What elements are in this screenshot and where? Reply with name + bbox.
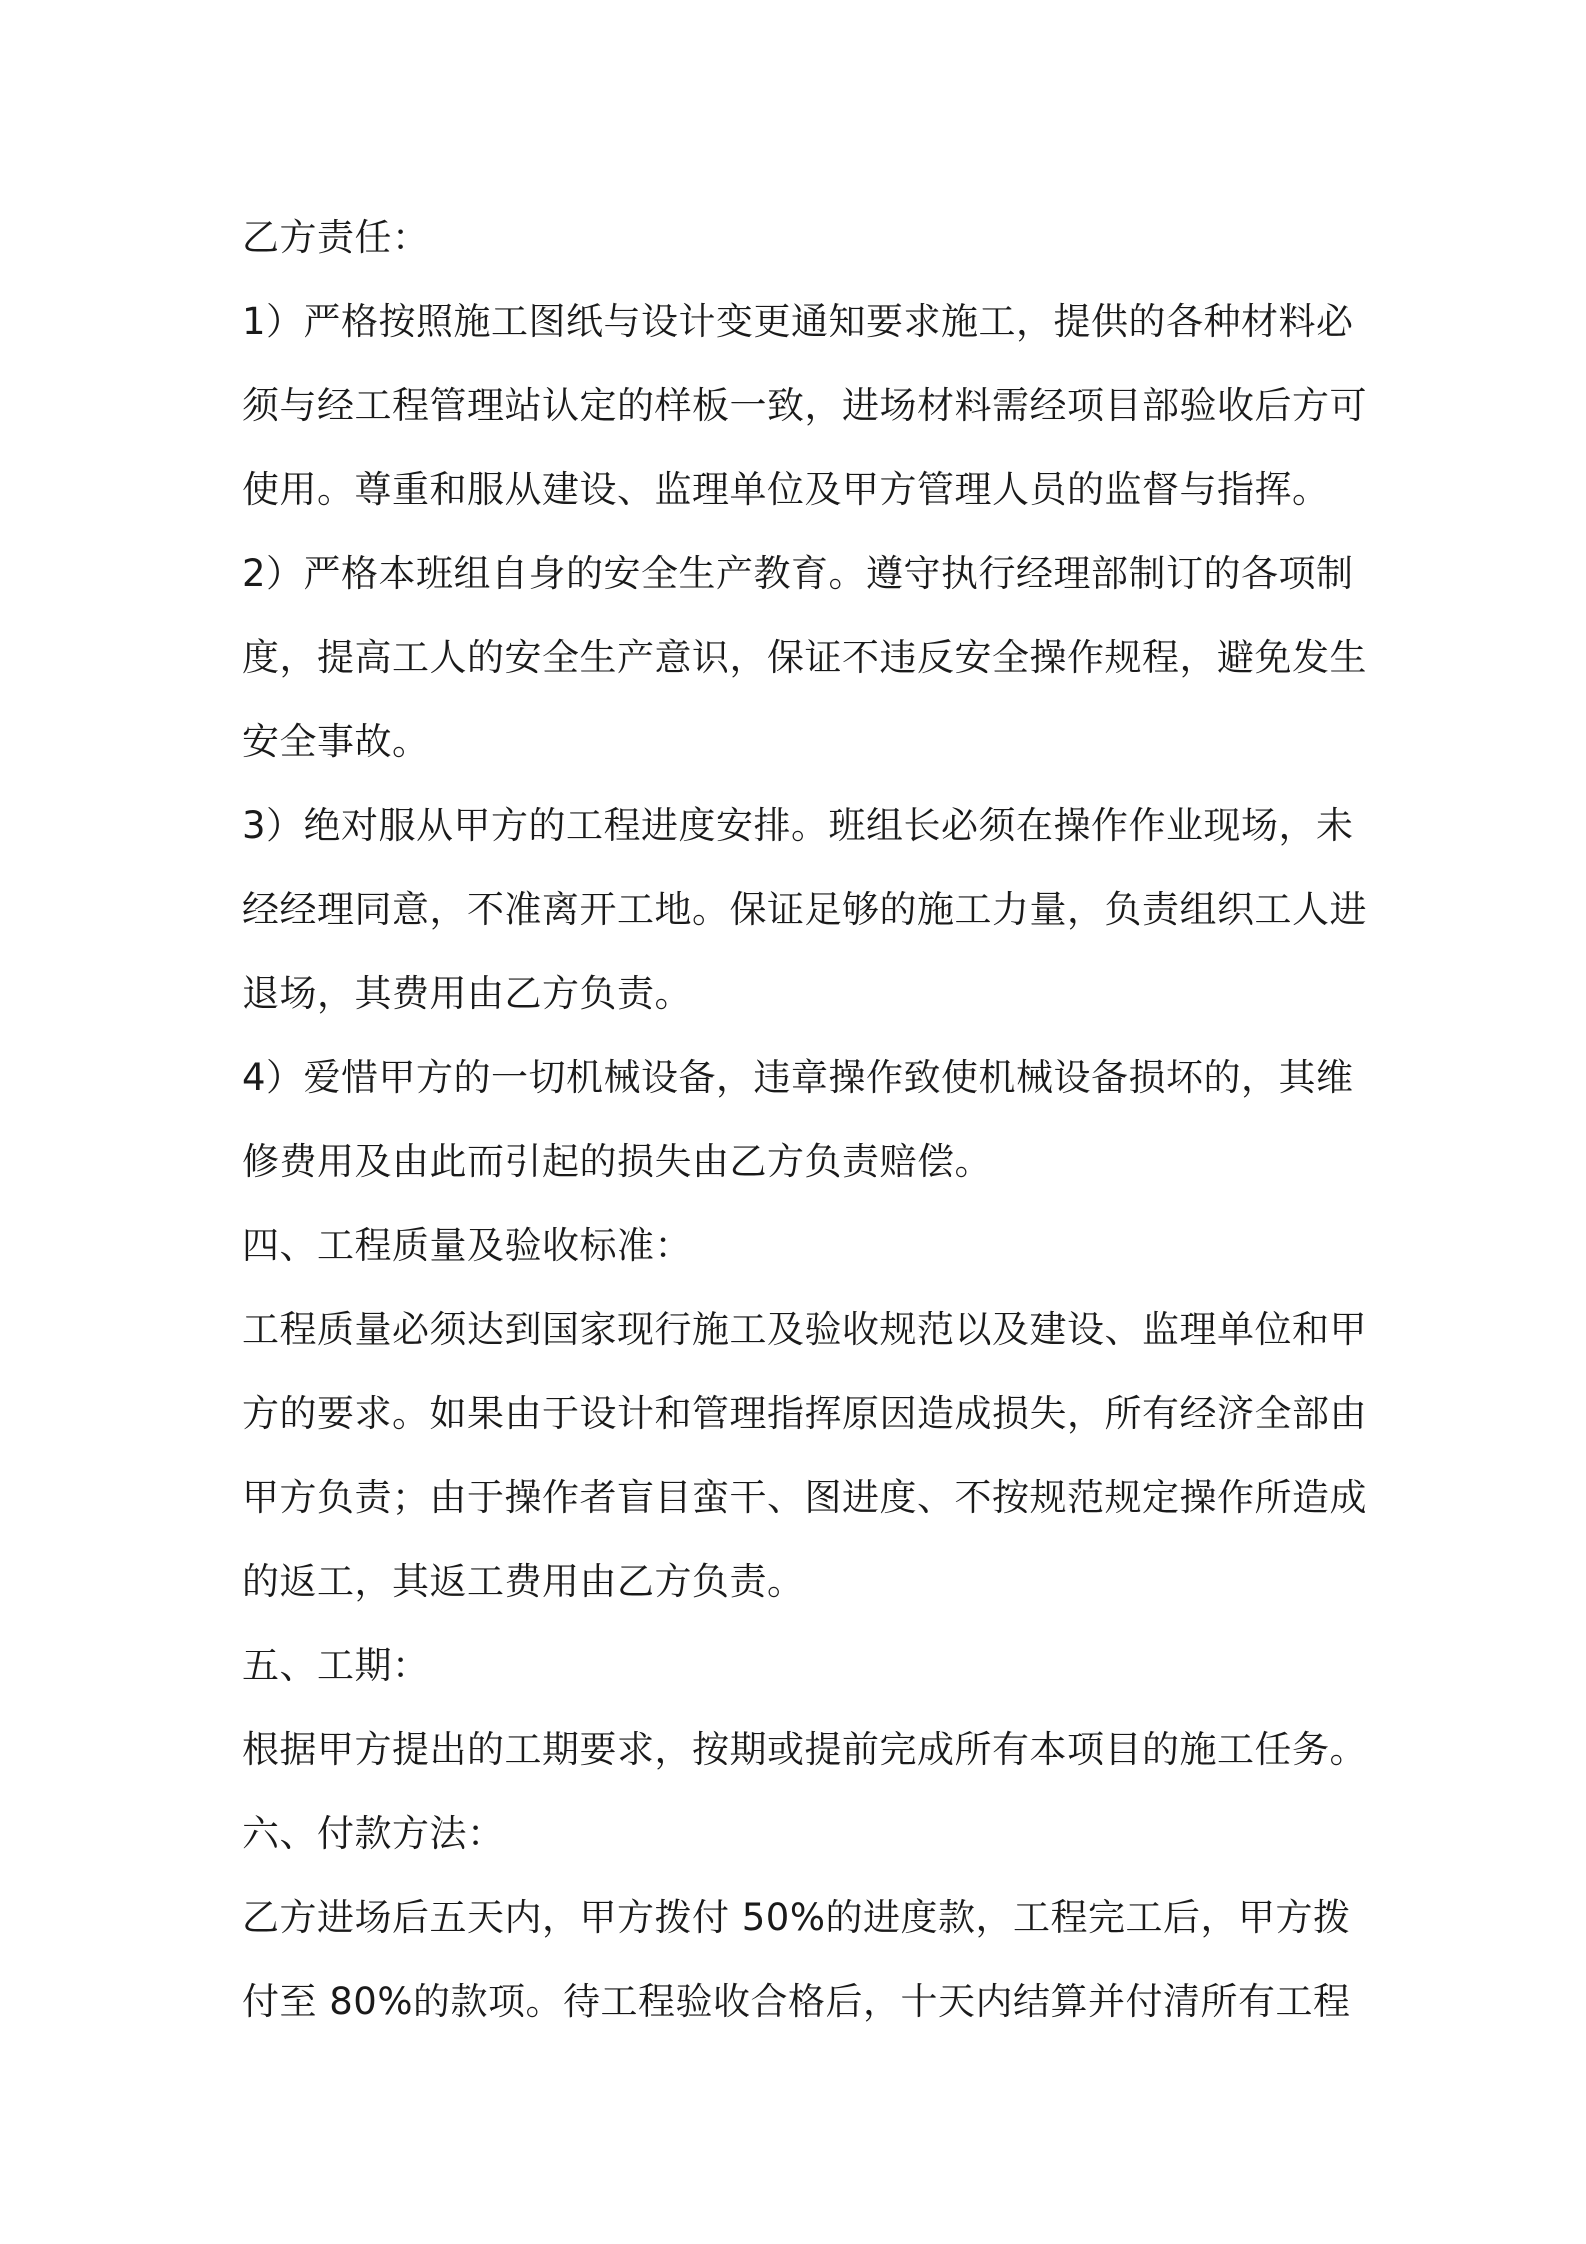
- text-line: 须与经工程管理站认定的样板一致，进场材料需经项目部验收后方可: [242, 384, 1367, 427]
- clause-2: [242, 532, 1367, 784]
- text-line: 六、付款方法：: [242, 1812, 505, 1855]
- text-line: 使用。尊重和服从建设、监理单位及甲方管理人员的监督与指挥。: [242, 468, 1330, 511]
- section-heading-quality: [242, 1204, 1362, 1288]
- text-line: 退场，其费用由乙方负责。: [242, 972, 692, 1015]
- clause-3: [242, 784, 1367, 1036]
- text-line: 乙方进场后五天内，甲方拨付 50%的进度款，工程完工后，甲方拨: [242, 1896, 1351, 1939]
- text-line: 方的要求。如果由于设计和管理指挥原因造成损失，所有经济全部由: [242, 1392, 1367, 1435]
- text-line: 五、工期：: [242, 1644, 430, 1687]
- text-line: 甲方负责；由于操作者盲目蛮干、图进度、不按规范规定操作所造成: [242, 1476, 1367, 1519]
- text-line: 乙方责任：: [242, 216, 430, 259]
- text-line: 度，提高工人的安全生产意识，保证不违反安全操作规程，避免发生: [242, 636, 1367, 679]
- document-body: [242, 196, 1367, 2044]
- section-heading-payment: [242, 1792, 1362, 1876]
- clause-1: [242, 280, 1367, 532]
- text-line: 安全事故。: [242, 720, 430, 763]
- text-line: 根据甲方提出的工期要求，按期或提前完成所有本项目的施工任务。: [242, 1728, 1367, 1771]
- text-line: 修费用及由此而引起的损失由乙方负责赔偿。: [242, 1140, 992, 1183]
- text-line: 四、工程质量及验收标准：: [242, 1224, 692, 1267]
- text-line: 2）严格本班组自身的安全生产教育。遵守执行经理部制订的各项制: [242, 552, 1354, 595]
- payment-paragraph: [242, 1876, 1362, 2044]
- section-heading-schedule: [242, 1624, 1362, 1708]
- clause-4: [242, 1036, 1362, 1204]
- text-line: 3）绝对服从甲方的工程进度安排。班组长必须在操作作业现场，未: [242, 804, 1354, 847]
- section-heading-party-b-responsibilities: [242, 196, 1362, 280]
- text-line: 付至 80%的款项。待工程验收合格后，十天内结算并付清所有工程: [242, 1980, 1351, 2023]
- quality-paragraph: [242, 1288, 1367, 1624]
- text-line: 经经理同意，不准离开工地。保证足够的施工力量，负责组织工人进: [242, 888, 1367, 931]
- text-line: 工程质量必须达到国家现行施工及验收规范以及建设、监理单位和甲: [242, 1308, 1367, 1351]
- schedule-paragraph: [242, 1708, 1367, 1792]
- text-line: 的返工，其返工费用由乙方负责。: [242, 1560, 805, 1603]
- text-line: 4）爱惜甲方的一切机械设备，违章操作致使机械设备损坏的，其维: [242, 1056, 1354, 1099]
- text-line: 1）严格按照施工图纸与设计变更通知要求施工，提供的各种材料必: [242, 300, 1354, 343]
